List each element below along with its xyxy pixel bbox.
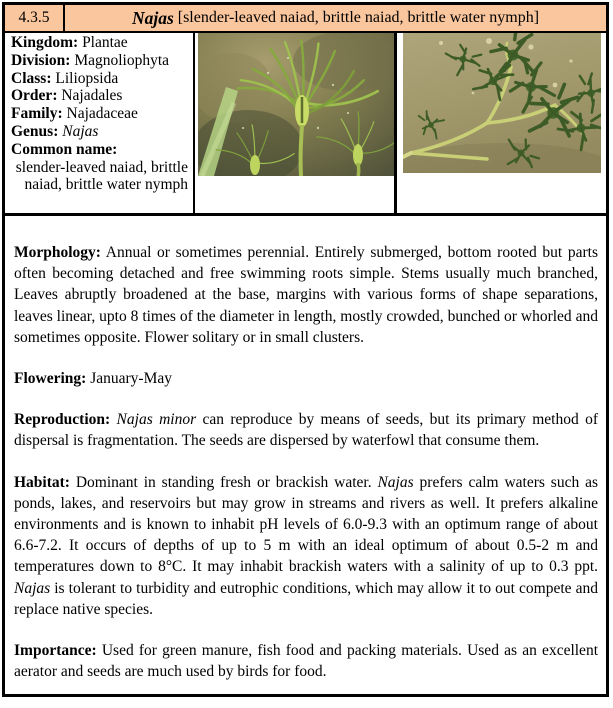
taxonomy-row: Genus: Najas: [11, 122, 99, 140]
section-paragraph: Habitat: Dominant in standing fresh or brackish water. Najas prefers calm waters such as ponds, lakes, and reservoirs but may grow in streams and rivers as well. It prefers alkaline environments and is known to inhabit pH levels of 6.0-9.3 with an optimum range of about 6.6-7.2. It occurs of depths of up to 5 m with an ideal optimum of about 0.5-2 m and temperatures down to 8°C. It may inhabit brackish waters with a salinity of up to 0.3 ppt. Najas is tolerant to turbidity and eutrophic conditions, which may allow it to out compete and replace native species.: [14, 473, 598, 618]
section-paragraph: Flowering: January-May: [14, 370, 172, 388]
species-fact-table: [2, 2, 609, 697]
photo-cell-right: [397, 33, 606, 213]
taxonomy-row: Class: Liliopsida: [11, 69, 119, 87]
taxonomy-list: [11, 34, 188, 159]
section-number: 4.3.5: [5, 5, 65, 31]
title-genus: Najas: [131, 7, 174, 28]
taxonomy-panel: [5, 33, 195, 213]
description-body: [5, 216, 606, 694]
taxonomy-row: Family: Najadaceae: [11, 105, 138, 123]
taxonomy-row: Kingdom: Plantae: [11, 34, 128, 51]
title-bar: [65, 5, 606, 31]
info-row: [5, 33, 606, 216]
section-list: [14, 242, 598, 682]
common-name-value: slender-leaved naiad, brittle naiad, brittle water nymph: [15, 158, 188, 194]
title-common-names: [slender-leaved naiad, brittle naiad, brittle water nymph]: [173, 9, 540, 26]
taxonomy-row: Common name:: [11, 140, 118, 158]
najas-closeup-photo: [198, 33, 394, 176]
photo-cell-left: [195, 33, 397, 213]
section-paragraph: Importance: Used for green manure, fish food and packing materials. Used as an excellent aerator and seeds are much used by birds for food.: [14, 642, 598, 681]
section-paragraph: Reproduction: Najas minor can reproduce by means of seeds, but its primary method of dispersal is fragmentation. The seeds are dispersed by waterfowl that consume them.: [14, 411, 598, 450]
najas-floating-photo: [403, 33, 601, 173]
header-row: [5, 5, 606, 33]
taxonomy-row: Division: Magnoliophyta: [11, 51, 170, 69]
taxonomy-row: Order: Najadales: [11, 87, 123, 105]
section-paragraph: Morphology: Annual or sometimes perennial. Entirely submerged, bottom rooted but parts often becoming detached and free swimming roots simple. Stems usually much branched, Leaves abruptly broadened at the base, margins with various forms of shape separations, leaves linear, upto 8 times of the diameter in length, mostly crowded, bunched or whorled and sometimes opposite. Flower solitary or in small clusters.: [14, 244, 598, 346]
